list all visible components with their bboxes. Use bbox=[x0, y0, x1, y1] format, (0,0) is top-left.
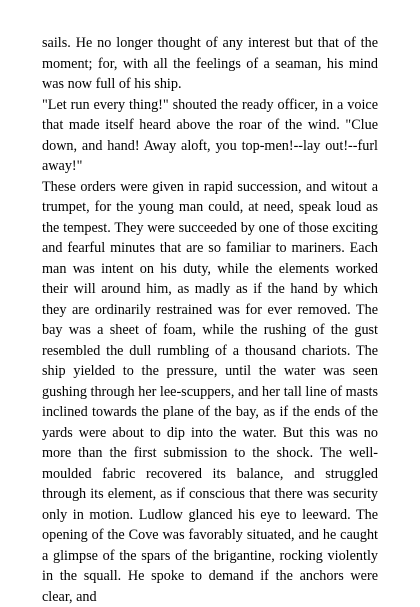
page-text bbox=[42, 33, 378, 607]
paragraph-continuation: sails. He no longer thought of any interest but that of the moment; for, with all the feelings of a seaman, his mind was now full of his ship. bbox=[42, 33, 378, 95]
paragraph-orders-dialogue: "Let run every thing!" shouted the ready officer, in a voice that made itself heard above the roar of the wind. "Clue down, and hand! Away aloft, you top-men!--lay out!--furl away!" bbox=[42, 95, 378, 177]
paragraph-squall-narrative: These orders were given in rapid succession, and witout a trumpet, for the young man could, at need, speak loud as the tempest. They were succeeded by one of those exciting and fearful minutes that are so familiar to mariners. Each man was intent on his duty, while the elements worked their will around him, as madly as if the hand by which they are ordinarily restrained was for ever removed. The bay was a sheet of foam, while the rushing of the gust resembled the dull rumbling of a thousand chariots. The ship yielded to the pressure, until the water was seen gushing through her lee-scuppers, and her tall line of masts inclined towards the plane of the bay, as if the ends of the yards were about to dip into the water. But this was no more than the first submission to the shock. The well-moulded fabric recovered its balance, and struggled through its element, as if conscious that there was security only in motion. Ludlow glanced his eye to leeward. The opening of the Cove was favorably situated, and he caught a glimpse of the spars of the brigantine, rocking violently in the squall. He spoke to demand if the anchors were clear, and bbox=[42, 177, 378, 607]
